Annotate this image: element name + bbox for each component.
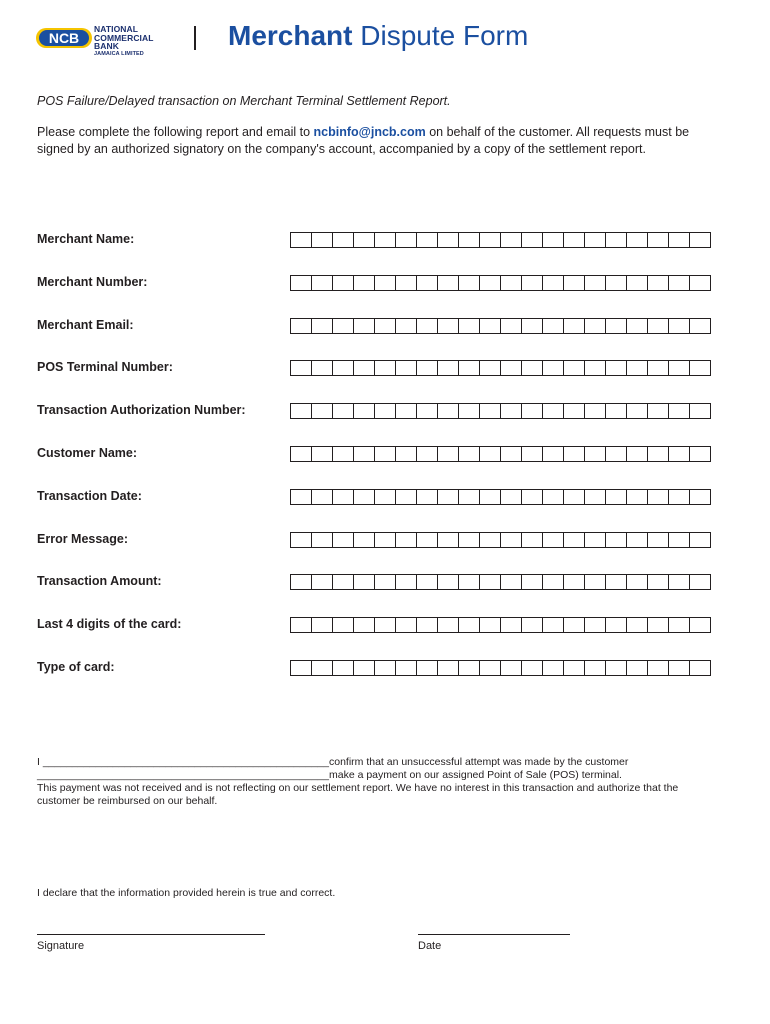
character-box[interactable]	[648, 275, 669, 291]
character-box[interactable]	[480, 617, 501, 633]
character-box[interactable]	[585, 489, 606, 505]
character-box[interactable]	[291, 275, 312, 291]
logo-wordmark	[94, 25, 154, 58]
character-box[interactable]	[354, 275, 375, 291]
form-subtitle: POS Failure/Delayed transaction on Merchant Terminal Settlement Report.	[37, 94, 451, 108]
character-box[interactable]	[564, 489, 585, 505]
character-box[interactable]	[648, 574, 669, 590]
character-box[interactable]	[627, 275, 648, 291]
character-box[interactable]	[459, 617, 480, 633]
character-box[interactable]	[669, 532, 690, 548]
field-label: Transaction Amount:	[37, 574, 162, 589]
character-box[interactable]	[501, 660, 522, 676]
character-box[interactable]	[501, 232, 522, 248]
field-label: Error Message:	[37, 531, 129, 546]
character-box[interactable]	[690, 660, 711, 676]
character-box[interactable]	[480, 574, 501, 590]
character-box[interactable]	[627, 489, 648, 505]
character-box[interactable]	[333, 532, 354, 548]
title-bold: Merchant	[228, 20, 353, 51]
character-box[interactable]	[333, 574, 354, 590]
character-box[interactable]	[501, 403, 522, 419]
character-box[interactable]	[291, 532, 312, 548]
character-box[interactable]	[396, 403, 417, 419]
character-box[interactable]	[354, 360, 375, 376]
character-box[interactable]	[438, 360, 459, 376]
character-box[interactable]	[690, 403, 711, 419]
field-label: Merchant Name:	[37, 232, 135, 246]
character-box[interactable]	[564, 275, 585, 291]
character-box[interactable]	[291, 660, 312, 676]
character-box[interactable]	[480, 360, 501, 376]
character-box[interactable]	[459, 403, 480, 419]
character-box[interactable]	[543, 660, 564, 676]
header-divider	[194, 26, 196, 50]
signature-label: Signature	[37, 940, 85, 952]
character-box[interactable]	[627, 617, 648, 633]
logo-line-1: NATIONAL	[94, 24, 139, 34]
character-box[interactable]	[648, 532, 669, 548]
character-box[interactable]	[312, 360, 333, 376]
character-box[interactable]	[396, 275, 417, 291]
character-box[interactable]	[669, 446, 690, 462]
character-box[interactable]	[375, 532, 396, 548]
character-box[interactable]	[480, 532, 501, 548]
character-box[interactable]	[606, 403, 627, 419]
field-label: Type of card:	[37, 660, 115, 674]
character-box[interactable]	[501, 275, 522, 291]
character-box[interactable]	[690, 532, 711, 548]
character-box[interactable]	[333, 232, 354, 248]
character-box[interactable]	[417, 446, 438, 462]
character-box[interactable]	[480, 275, 501, 291]
character-box[interactable]	[627, 403, 648, 419]
character-boxes[interactable]	[290, 403, 711, 419]
form-field-row	[37, 446, 707, 462]
character-box[interactable]	[501, 318, 522, 334]
character-box[interactable]	[312, 489, 333, 505]
character-box[interactable]	[480, 403, 501, 419]
character-box[interactable]	[543, 275, 564, 291]
character-box[interactable]	[606, 660, 627, 676]
character-box[interactable]	[669, 660, 690, 676]
character-box[interactable]	[333, 660, 354, 676]
character-box[interactable]	[312, 532, 333, 548]
character-box[interactable]	[585, 660, 606, 676]
character-box[interactable]	[669, 275, 690, 291]
character-box[interactable]	[312, 275, 333, 291]
character-box[interactable]	[627, 318, 648, 334]
character-box[interactable]	[606, 574, 627, 590]
character-box[interactable]	[648, 489, 669, 505]
character-box[interactable]	[522, 403, 543, 419]
character-box[interactable]	[291, 574, 312, 590]
character-box[interactable]	[648, 232, 669, 248]
character-box[interactable]	[459, 275, 480, 291]
character-box[interactable]	[459, 318, 480, 334]
character-box[interactable]	[291, 360, 312, 376]
character-box[interactable]	[543, 617, 564, 633]
field-label: Customer Name:	[37, 446, 138, 460]
character-box[interactable]	[585, 403, 606, 419]
character-box[interactable]	[522, 617, 543, 633]
character-box[interactable]	[648, 403, 669, 419]
character-box[interactable]	[354, 617, 375, 633]
character-box[interactable]	[690, 446, 711, 462]
character-box[interactable]	[690, 360, 711, 376]
character-box[interactable]	[669, 489, 690, 505]
character-box[interactable]	[627, 446, 648, 462]
character-box[interactable]	[669, 574, 690, 590]
character-box[interactable]	[501, 617, 522, 633]
character-box[interactable]	[543, 232, 564, 248]
character-boxes[interactable]	[290, 660, 711, 676]
character-box[interactable]	[480, 446, 501, 462]
character-box[interactable]	[375, 660, 396, 676]
character-box[interactable]	[417, 532, 438, 548]
character-box[interactable]	[438, 403, 459, 419]
character-box[interactable]	[312, 318, 333, 334]
form-field-row	[37, 574, 707, 590]
character-box[interactable]	[585, 617, 606, 633]
character-box[interactable]	[669, 617, 690, 633]
character-boxes[interactable]	[290, 275, 711, 291]
character-box[interactable]	[375, 360, 396, 376]
character-box[interactable]	[669, 403, 690, 419]
character-box[interactable]	[480, 489, 501, 505]
character-box[interactable]	[396, 660, 417, 676]
character-box[interactable]	[291, 617, 312, 633]
character-box[interactable]	[375, 617, 396, 633]
character-box[interactable]	[480, 318, 501, 334]
character-box[interactable]	[375, 446, 396, 462]
form-field-row	[37, 532, 707, 548]
character-box[interactable]	[522, 532, 543, 548]
character-box[interactable]	[333, 617, 354, 633]
character-box[interactable]	[522, 232, 543, 248]
character-box[interactable]	[585, 318, 606, 334]
character-box[interactable]	[501, 360, 522, 376]
character-box[interactable]	[522, 574, 543, 590]
character-box[interactable]	[564, 660, 585, 676]
character-box[interactable]	[564, 617, 585, 633]
character-box[interactable]	[438, 232, 459, 248]
intro-before: Please complete the following report and email to	[37, 125, 314, 139]
character-box[interactable]	[585, 574, 606, 590]
character-boxes[interactable]	[290, 360, 711, 376]
character-box[interactable]	[564, 232, 585, 248]
character-box[interactable]	[396, 446, 417, 462]
character-box[interactable]	[396, 617, 417, 633]
character-box[interactable]	[459, 232, 480, 248]
character-box[interactable]	[333, 360, 354, 376]
logo-line-3: BANK	[94, 41, 119, 51]
character-box[interactable]	[606, 232, 627, 248]
field-label: Transaction Date:	[37, 488, 142, 503]
logo-line-2: COMMERCIAL	[94, 32, 154, 43]
character-box[interactable]	[459, 489, 480, 505]
ncb-logo-icon	[36, 26, 92, 50]
character-box[interactable]	[690, 275, 711, 291]
character-box[interactable]	[648, 360, 669, 376]
character-box[interactable]	[543, 360, 564, 376]
character-box[interactable]	[291, 489, 312, 505]
form-field-row	[37, 360, 707, 376]
form-field-row	[37, 232, 707, 248]
character-box[interactable]	[354, 446, 375, 462]
character-box[interactable]	[375, 574, 396, 590]
character-box[interactable]	[564, 446, 585, 462]
character-box[interactable]	[585, 232, 606, 248]
logo-subline: JAMAICA LIMITED	[94, 50, 144, 57]
character-box[interactable]	[417, 660, 438, 676]
character-box[interactable]	[501, 574, 522, 590]
character-box[interactable]	[312, 403, 333, 419]
character-box[interactable]	[648, 660, 669, 676]
character-box[interactable]	[543, 446, 564, 462]
character-box[interactable]	[627, 360, 648, 376]
field-label: Merchant Email:	[37, 317, 134, 332]
character-box[interactable]	[333, 275, 354, 291]
character-box[interactable]	[480, 660, 501, 676]
character-box[interactable]	[459, 446, 480, 462]
character-box[interactable]	[669, 232, 690, 248]
confirmation-line-2: __________________________________________________make a payment on our assigned Point of Sale (POS) terminal.	[37, 769, 622, 781]
character-box[interactable]	[396, 574, 417, 590]
character-box[interactable]	[375, 232, 396, 248]
form-field-row	[37, 318, 707, 334]
form-field-row	[37, 660, 707, 676]
character-box[interactable]	[669, 360, 690, 376]
form-field-row	[37, 275, 707, 291]
character-box[interactable]	[690, 617, 711, 633]
character-box[interactable]	[291, 446, 312, 462]
character-box[interactable]	[648, 446, 669, 462]
character-box[interactable]	[417, 574, 438, 590]
character-box[interactable]	[690, 318, 711, 334]
character-box[interactable]	[585, 275, 606, 291]
character-box[interactable]	[627, 532, 648, 548]
character-box[interactable]	[375, 489, 396, 505]
character-box[interactable]	[312, 660, 333, 676]
character-box[interactable]	[438, 489, 459, 505]
form-header	[36, 20, 736, 60]
character-box[interactable]	[312, 574, 333, 590]
character-box[interactable]	[396, 232, 417, 248]
character-box[interactable]	[354, 660, 375, 676]
date-line[interactable]	[418, 934, 570, 935]
character-box[interactable]	[459, 360, 480, 376]
title-rest: Dispute Form	[360, 20, 529, 51]
character-box[interactable]	[396, 489, 417, 505]
character-box[interactable]	[522, 318, 543, 334]
character-boxes[interactable]	[290, 232, 711, 248]
character-box[interactable]	[606, 275, 627, 291]
character-box[interactable]	[417, 360, 438, 376]
character-box[interactable]	[438, 660, 459, 676]
character-box[interactable]	[291, 232, 312, 248]
character-box[interactable]	[564, 318, 585, 334]
character-box[interactable]	[438, 617, 459, 633]
character-box[interactable]	[501, 489, 522, 505]
intro-paragraph	[37, 124, 697, 157]
field-label: Transaction Authorization Number:	[37, 403, 246, 418]
character-box[interactable]	[522, 489, 543, 505]
character-box[interactable]	[438, 574, 459, 590]
contact-email: ncbinfo@jncb.com	[313, 125, 426, 139]
character-boxes[interactable]	[290, 489, 711, 505]
character-box[interactable]	[648, 318, 669, 334]
character-boxes[interactable]	[290, 574, 711, 590]
character-box[interactable]	[417, 403, 438, 419]
character-boxes[interactable]	[290, 617, 711, 633]
confirmation-statement	[37, 756, 687, 808]
character-box[interactable]	[585, 360, 606, 376]
character-box[interactable]	[375, 275, 396, 291]
form-field-row	[37, 403, 707, 419]
character-box[interactable]	[522, 660, 543, 676]
character-box[interactable]	[606, 617, 627, 633]
character-box[interactable]	[333, 446, 354, 462]
character-box[interactable]	[354, 232, 375, 248]
character-box[interactable]	[585, 532, 606, 548]
confirmation-line-1: I _________________________________________________confirm that an unsuccessful attempt was made by the customer	[37, 756, 629, 768]
character-box[interactable]	[690, 489, 711, 505]
form-field-row	[37, 489, 707, 505]
character-box[interactable]	[312, 617, 333, 633]
character-box[interactable]	[417, 318, 438, 334]
character-box[interactable]	[543, 403, 564, 419]
character-box[interactable]	[522, 360, 543, 376]
ncb-logo	[36, 24, 166, 57]
character-boxes[interactable]	[290, 532, 711, 548]
character-box[interactable]	[564, 574, 585, 590]
character-box[interactable]	[480, 232, 501, 248]
character-box[interactable]	[438, 318, 459, 334]
character-box[interactable]	[396, 318, 417, 334]
character-box[interactable]	[627, 660, 648, 676]
character-box[interactable]	[648, 617, 669, 633]
character-box[interactable]	[543, 532, 564, 548]
character-box[interactable]	[606, 360, 627, 376]
character-box[interactable]	[417, 617, 438, 633]
confirmation-line-3: This payment was not received and is not reflecting on our settlement report. We have no interest in this transaction and authorize that the customer be reimbursed on our behalf.	[37, 782, 679, 807]
character-box[interactable]	[291, 403, 312, 419]
character-box[interactable]	[690, 574, 711, 590]
character-box[interactable]	[417, 275, 438, 291]
character-box[interactable]	[501, 446, 522, 462]
character-box[interactable]	[606, 532, 627, 548]
page-title	[228, 20, 528, 52]
character-box[interactable]	[606, 318, 627, 334]
character-box[interactable]	[438, 275, 459, 291]
character-box[interactable]	[543, 318, 564, 334]
character-boxes[interactable]	[290, 446, 711, 462]
character-box[interactable]	[606, 446, 627, 462]
date-label: Date	[418, 940, 442, 952]
character-box[interactable]	[396, 532, 417, 548]
character-box[interactable]	[501, 532, 522, 548]
character-box[interactable]	[354, 318, 375, 334]
character-box[interactable]	[354, 489, 375, 505]
character-box[interactable]	[669, 318, 690, 334]
character-box[interactable]	[627, 232, 648, 248]
character-box[interactable]	[522, 446, 543, 462]
character-box[interactable]	[543, 489, 564, 505]
character-box[interactable]	[564, 532, 585, 548]
field-label: Merchant Number:	[37, 274, 148, 289]
logo-mark-text: NCB	[48, 30, 80, 46]
field-label: Last 4 digits of the card:	[37, 617, 182, 632]
character-box[interactable]	[333, 318, 354, 334]
declaration: I declare that the information provided herein is true and correct.	[37, 887, 336, 899]
character-box[interactable]	[690, 232, 711, 248]
character-box[interactable]	[585, 446, 606, 462]
character-box[interactable]	[564, 403, 585, 419]
character-box[interactable]	[417, 489, 438, 505]
character-box[interactable]	[354, 574, 375, 590]
character-box[interactable]	[354, 532, 375, 548]
character-box[interactable]	[438, 446, 459, 462]
character-box[interactable]	[375, 403, 396, 419]
character-box[interactable]	[312, 232, 333, 248]
character-box[interactable]	[459, 574, 480, 590]
character-box[interactable]	[459, 532, 480, 548]
character-box[interactable]	[354, 403, 375, 419]
character-box[interactable]	[459, 660, 480, 676]
signature-line[interactable]	[37, 934, 265, 935]
character-box[interactable]	[522, 275, 543, 291]
character-box[interactable]	[606, 489, 627, 505]
character-box[interactable]	[291, 318, 312, 334]
character-box[interactable]	[396, 360, 417, 376]
character-box[interactable]	[333, 403, 354, 419]
character-boxes[interactable]	[290, 318, 711, 334]
character-box[interactable]	[375, 318, 396, 334]
character-box[interactable]	[627, 574, 648, 590]
intro-after: on behalf of the customer. All requests must be signed by an authorized signatory on the company's account, accompanied by a copy of the settlement report.	[37, 125, 690, 156]
character-box[interactable]	[312, 446, 333, 462]
character-box[interactable]	[438, 532, 459, 548]
character-box[interactable]	[543, 574, 564, 590]
form-field-row	[37, 617, 707, 633]
character-box[interactable]	[417, 232, 438, 248]
character-box[interactable]	[564, 360, 585, 376]
field-label: POS Terminal Number:	[37, 360, 173, 375]
character-box[interactable]	[333, 489, 354, 505]
